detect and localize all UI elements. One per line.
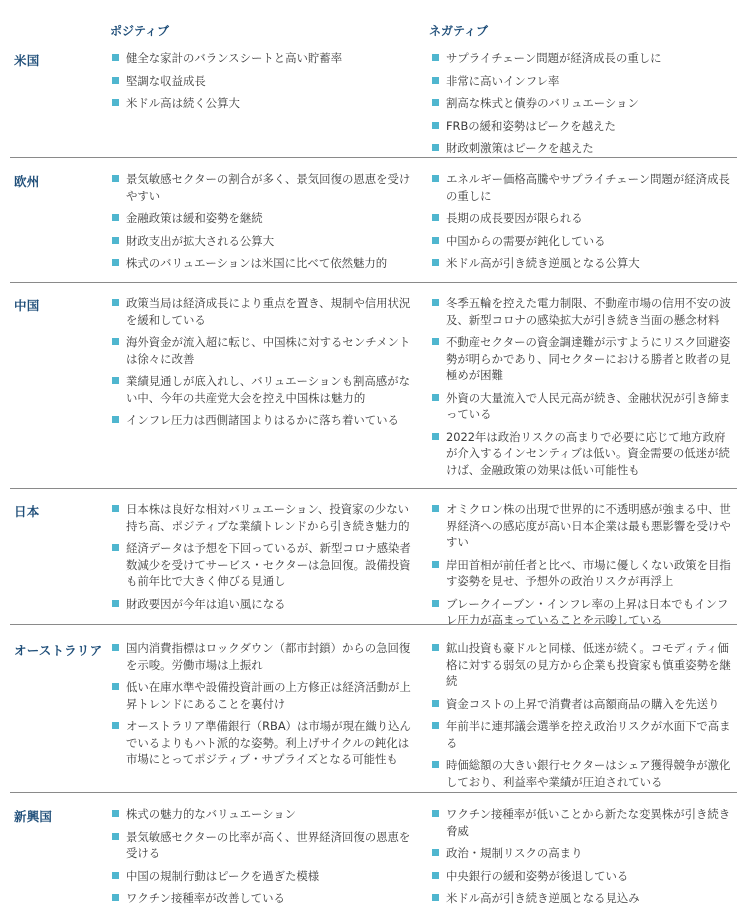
bullet-icon (432, 849, 439, 856)
item-text: 鉱山投資も豪ドルと同様、低迷が続く。コモディティ価格に対する弱気の見方から企業も投資家も慎重姿勢を継続 (446, 641, 731, 688)
region-section (10, 488, 737, 625)
item-text: 政策当局は経済成長により重点を置き、規制や信用状況を緩和している (126, 296, 411, 327)
positive-item (111, 718, 411, 768)
bullet-icon (432, 722, 439, 729)
bullet-icon (112, 505, 119, 512)
bullet-icon (432, 810, 439, 817)
bullet-icon (432, 700, 439, 707)
region-section (10, 157, 737, 283)
item-text: 2022年は政治リスクの高まりで必要に応じて地方政府が介入するインセンティブは低い。資金需要の低迷が続けば、金融政策の効果は低い可能性も (446, 429, 730, 477)
negative-item (431, 255, 731, 272)
negative-item (431, 868, 731, 885)
item-text: 業績見通しが底入れし、バリュエーションも割高感がない中、今年の共産党大会を控え中国株は魅力的 (126, 374, 410, 405)
region-section (10, 624, 737, 793)
item-text: 不動産セクターの資金調達難が示すようにリスク回避姿勢が明らかであり、同セクターにおける勝者と敗者の見極めが困難 (446, 335, 731, 382)
bullet-icon (112, 175, 119, 182)
item-text: 金融政策は緩和姿勢を継続 (126, 211, 263, 225)
item-text: 株式のバリュエーションは米国に比べて依然魅力的 (126, 256, 388, 270)
item-text: 政治・規制リスクの高まり (446, 846, 583, 860)
negative-item (431, 295, 731, 328)
negative-item (431, 890, 731, 907)
bullet-icon (112, 237, 119, 244)
negative-item (431, 390, 731, 423)
header-negative: ネガティブ (429, 24, 489, 38)
region-name: 日本 (14, 504, 40, 519)
negative-list (431, 640, 731, 796)
region-section (10, 282, 737, 489)
region-name: 欧州 (14, 174, 40, 189)
item-text: ワクチン接種率が改善している (126, 891, 285, 905)
bullet-icon (112, 416, 119, 423)
negative-list (431, 50, 731, 163)
negative-item (431, 140, 731, 157)
negative-item (431, 429, 731, 479)
item-text: 米ドル高は続く公算大 (126, 96, 240, 110)
negative-item (431, 757, 731, 790)
positive-item (111, 679, 411, 712)
item-text: 海外資金が流入超に転じ、中国株に対するセンチメントは徐々に改善 (126, 335, 411, 366)
item-text: 割高な株式と債券のバリュエーション (446, 96, 639, 110)
negative-item (431, 696, 731, 713)
region-section (10, 44, 737, 157)
positive-item (111, 501, 411, 534)
item-text: 経済データは予想を下回っているが、新型コロナ感染者数減少を受けてサービス・セクターは急回復。設備投資も前年比で大きく伸びる見通し (126, 541, 411, 588)
positive-item (111, 640, 411, 673)
bullet-icon (112, 644, 119, 651)
item-text: サプライチェーン問題が経済成長の重しに (446, 51, 662, 65)
negative-list (431, 806, 731, 913)
item-text: ワクチン接種率が低いことから新たな変異株が引き続き脅威 (446, 807, 731, 838)
item-text: 時価総額の大きい銀行セクターはシェア獲得競争が激化しており、利益率や業績が圧迫されている (446, 758, 731, 789)
item-text: 財政要因が今年は追い風になる (126, 596, 286, 611)
positive-item (111, 73, 411, 90)
item-text: 健全な家計のバランスシートと高い貯蓄率 (126, 51, 343, 65)
region-name: オーストラリア (14, 643, 103, 658)
negative-item (431, 640, 731, 690)
item-text: 岸田首相が前任者と比べ、市場に優しくない政策を目指す姿勢を見せ、予想外の政治リスクが再浮上 (446, 557, 731, 588)
item-text: 米ドル高が引き続き逆風となる見込み (446, 891, 640, 905)
item-text: 年前半に連邦議会選挙を控え政治リスクが水面下で高まる (446, 719, 731, 750)
negative-list (431, 501, 731, 635)
bullet-icon (432, 77, 439, 84)
bullet-icon (432, 54, 439, 61)
negative-item (431, 95, 731, 112)
bullet-icon (112, 54, 119, 61)
negative-list (431, 295, 731, 484)
positive-list (111, 501, 411, 618)
negative-item (431, 233, 731, 250)
item-text: オミクロン株の出現で世界的に不透明感が強まる中、世界経済への感応度が高い日本企業は最も悪影響を受けやすい (446, 502, 731, 549)
negative-list (431, 171, 731, 278)
bullet-icon (432, 214, 439, 221)
negative-item (431, 334, 731, 384)
bullet-icon (432, 505, 439, 512)
item-text: 国内消費指標はロックダウン（都市封鎖）からの急回復を示唆。労働市場は上振れ (126, 641, 411, 672)
item-text: 長期の成長要因が限られる (446, 211, 583, 225)
bullet-icon (432, 237, 439, 244)
bullet-icon (112, 99, 119, 106)
item-text: インフレ圧力は西側諸国よりはるかに落ち着いている (126, 413, 399, 427)
positive-list (111, 50, 411, 118)
positive-item (111, 95, 411, 112)
item-text: 財政支出が拡大される公算大 (126, 233, 275, 248)
item-text: 中国の規制行動はピークを過ぎた模様 (126, 868, 320, 883)
bullet-icon (432, 872, 439, 879)
item-text: 米ドル高が引き続き逆風となる公算大 (446, 256, 640, 270)
negative-item (431, 845, 731, 862)
negative-item (431, 718, 731, 751)
positive-list (111, 295, 411, 435)
bullet-icon (432, 122, 439, 129)
positive-item (111, 295, 411, 328)
negative-item (431, 501, 731, 551)
bullet-icon (112, 894, 119, 901)
positive-item (111, 868, 411, 885)
negative-item (431, 118, 731, 135)
bullet-icon (432, 644, 439, 651)
positive-item (111, 890, 411, 907)
bullet-icon (112, 722, 119, 729)
item-text: 低い在庫水準や設備投資計画の上方修正は経済活動が上昇トレンドにあることを裏付け (126, 680, 411, 711)
positive-item (111, 373, 411, 406)
item-text: エネルギー価格高騰やサプライチェーン問題が経済成長の重しに (446, 172, 730, 203)
bullet-icon (112, 377, 119, 384)
item-text: 冬季五輪を控えた電力制限、不動産市場の信用不安の波及、新型コロナの感染拡大が引き続き当面の懸念材料 (446, 296, 731, 327)
negative-item (431, 171, 731, 204)
negative-item (431, 73, 731, 90)
positive-item (111, 171, 411, 204)
positive-item (111, 255, 411, 272)
bullet-icon (432, 299, 439, 306)
bullet-icon (112, 872, 119, 879)
positive-list (111, 640, 411, 774)
item-text: 景気敏感セクターの割合が多く、景気回復の恩恵を受けやすい (126, 172, 411, 203)
item-text: FRBの緩和姿勢はピークを越えた (446, 118, 616, 133)
bullet-icon (112, 600, 119, 607)
positive-list (111, 171, 411, 278)
positive-item (111, 412, 411, 429)
bullet-icon (112, 338, 119, 345)
bullet-icon (432, 600, 439, 607)
bullet-icon (112, 299, 119, 306)
positive-item (111, 540, 411, 590)
item-text: 中央銀行の緩和姿勢が後退している (446, 868, 629, 883)
positive-item (111, 829, 411, 862)
header-positive: ポジティブ (110, 24, 170, 38)
item-text: 財政刺激策はピークを越えた (446, 141, 594, 155)
item-text: 外資の大量流入で人民元高が続き、金融状況が引き締まっている (446, 390, 731, 421)
item-text: 中国からの需要が鈍化している (446, 233, 606, 248)
item-text: 日本株は良好な相対バリュエーション、投資家の少ない持ち高、ポジティブな業績トレンドから引き続き魅力的 (126, 502, 410, 533)
bullet-icon (112, 259, 119, 266)
bullet-icon (432, 338, 439, 345)
bullet-icon (112, 833, 119, 840)
bullet-icon (112, 544, 119, 551)
item-text: 資金コストの上昇で消費者は高額商品の購入を先送り (446, 696, 720, 711)
bullet-icon (432, 894, 439, 901)
bullet-icon (112, 810, 119, 817)
positive-item (111, 233, 411, 250)
negative-item (431, 806, 731, 839)
positive-item (111, 210, 411, 227)
item-text: オーストラリア準備銀行（RBA）は市場が現在織り込んでいるよりもハト派的な姿勢。利上げサイクルの鈍化は市場にとってポジティブ・サプライズとなる可能性も (126, 719, 411, 766)
positive-item (111, 596, 411, 613)
bullet-icon (432, 394, 439, 401)
item-text: 景気敏感セクターの比率が高く、世界経済回復の恩恵を受ける (126, 829, 411, 860)
region-section (10, 792, 737, 924)
item-text: 非常に高いインフレ率 (446, 73, 560, 88)
positive-item (111, 334, 411, 367)
bullet-icon (432, 433, 439, 440)
region-name: 米国 (14, 53, 40, 68)
region-name: 新興国 (14, 809, 53, 824)
positive-item (111, 50, 411, 67)
bullet-icon (432, 144, 439, 151)
item-text: 株式の魅力的なバリュエーション (126, 807, 297, 821)
bullet-icon (432, 175, 439, 182)
region-name: 中国 (14, 298, 40, 313)
bullet-icon (432, 561, 439, 568)
bullet-icon (112, 683, 119, 690)
negative-item (431, 50, 731, 67)
item-text: 堅調な収益成長 (126, 73, 206, 88)
bullet-icon (112, 214, 119, 221)
positive-list (111, 806, 411, 913)
bullet-icon (112, 77, 119, 84)
positive-item (111, 806, 411, 823)
negative-item (431, 557, 731, 590)
bullet-icon (432, 761, 439, 768)
bullet-icon (432, 99, 439, 106)
item-text: ブレークイーブン・インフレ率の上昇は日本でもインフレ圧力が高まっていることを示唆している (446, 596, 729, 627)
bullet-icon (432, 259, 439, 266)
negative-item (431, 210, 731, 227)
